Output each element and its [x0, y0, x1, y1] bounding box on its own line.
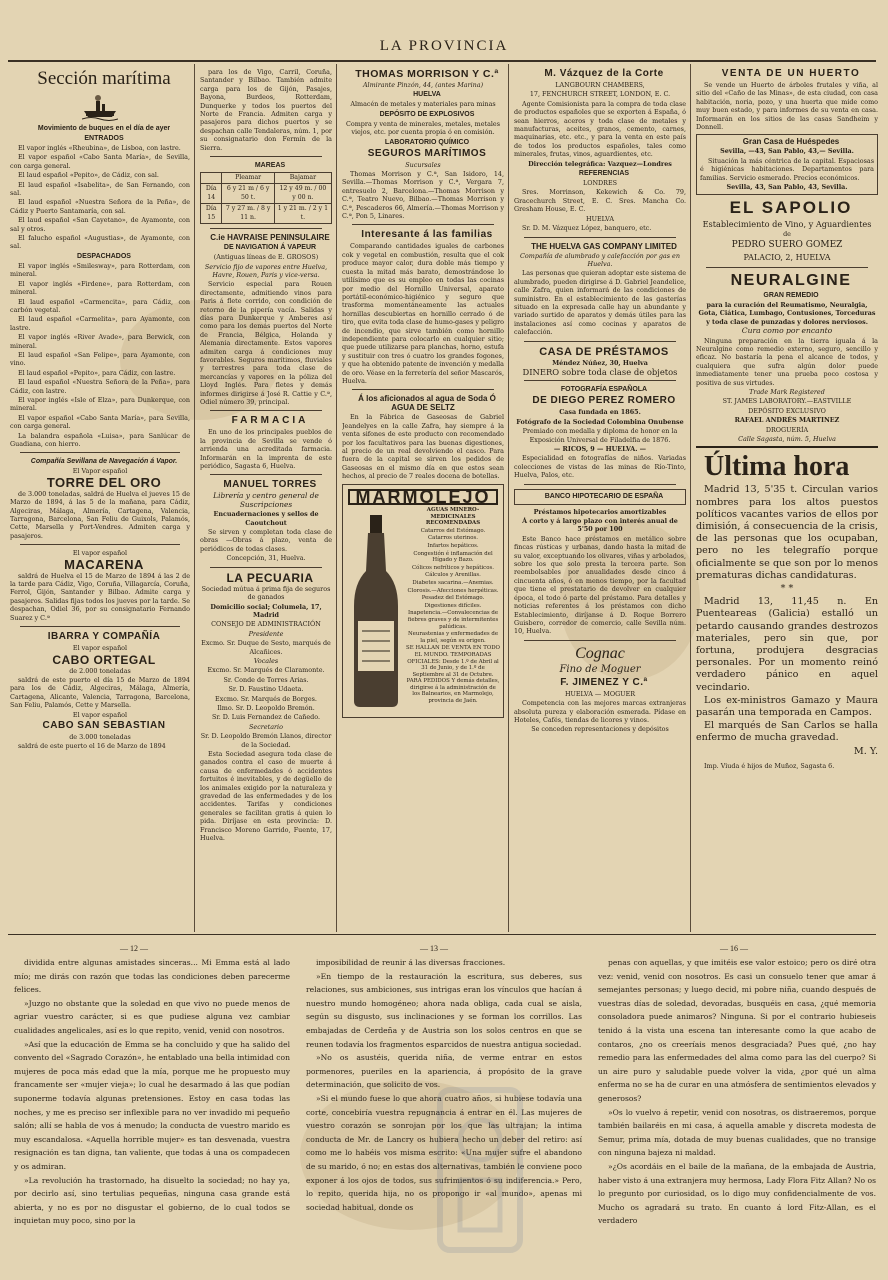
ad-subtitle: (Antiguas líneas de E. GROSOS) — [213, 253, 319, 262]
folletin-paragraph: »¿Os acordáis en el baile de la mañana, de la embajada de Austria, haber visto á una extranjera muy hermosa, Lady Flora Fitz Allan? No os lo pregunto por curiosidad, os lo digo muy confidencialmente de vos. Mucho os agradará su trato. En cuanto á lord Fitz-Allan, es el verdadero — [598, 1161, 876, 1226]
list-item: El laud español «Carmencita», para Cádiz, con carbón vegetal. — [10, 297, 190, 314]
list-item: Sr. D. Luis Fernandez de Cañedo. — [211, 713, 321, 722]
page-number: — 13 — — [420, 944, 448, 953]
divider — [352, 389, 494, 390]
column-commerce-ads — [514, 68, 686, 928]
ad-subtitle: Establecimiento de Vino, y Aguardientes — [702, 219, 872, 230]
ad-subtitle: PEDRO SUERO GOMEZ — [731, 239, 843, 250]
ship-name: TORRE DEL ORO — [46, 474, 162, 490]
huespedes-box — [696, 134, 878, 195]
mareas-title: MAREAS — [254, 162, 286, 170]
list-item: El vapor español «Cabo Santa María», de Sevilla, con carga general. — [10, 153, 190, 170]
list-item: Infartos hepáticos. — [427, 543, 479, 549]
masthead: LA PROVINCIA — [379, 38, 509, 54]
list-item: El laud español «Pepito», de Cádiz, con sal. — [18, 171, 159, 180]
mareas-table — [200, 172, 332, 224]
ship-intro: El vapor español — [72, 549, 128, 558]
ad-text: Esta Sociedad asegura toda clase de ganados contra el caso de muerte á causa de enfermedades ó accidentes fortuitos é inevitables, y de degüello de los animales exigido por la naturaleza y gravedad de las enfermedades y de los accidentes. Tarifas y condiciones generales se facilitan gratis á quien lo pida. Diríjase en esta provincia: D. Francisco Moreno Garrido, Fuente, 17, Huelva. — [200, 750, 332, 843]
column-divider — [508, 64, 509, 932]
page-number: — 16 — — [720, 944, 748, 953]
ad-address: Sevilla, 43, San Pablo, 43, Sevilla. — [726, 183, 848, 192]
ad-address: Méndez Núñez, 30, Huelva — [552, 358, 648, 367]
divider — [20, 626, 180, 627]
ad-subtitle: CONSEJO DE ADMINISTRACIÓN — [211, 620, 321, 629]
ad-text: Este Banco hace préstamos en metálico sobre fincas rústicas y urbanas, dando hasta la mitad de su valor, exceptuando los olivares, viñas y arbolados, sobre los que solo presta la tercera parte. Son reembolsables por anualidades desde cinco á cincuenta años, ó en menos tiempo, por la facultad que tiene el prestatario de devolver en cualquier época, el todo ó parte del préstamo. Para detalles y noticias referentes á los préstamos con dicho Establecimiento, diríjanse á D. Roque Borrero Guisbero, corredor de comercio, calle Sevilla núm. 10, Huelva. — [514, 534, 686, 636]
table-cell: 7 y 27 m. / 8 y 11 n. — [222, 204, 274, 224]
ad-text: Las personas que quieran adoptar este sistema de alumbrado, pueden dirigirse á D. Gabriel Jeandelice, calle Zafra, quien informará de las condiciones de suministro. En el establecimiento de las gasterías situado en la expresada calle hay un abundante y variado surtido de aparatos y demás útiles para las instalaciones así como cocinas y aparatos de calefacción. — [514, 269, 686, 337]
column-divider — [690, 64, 691, 932]
divider — [352, 224, 494, 225]
table-cell: Bajamar — [274, 173, 331, 184]
ad-subtitle: Domicilio social; Columela, 17, Madrid — [210, 602, 322, 619]
news-paragraph: Madrid 13, 11,45 n. En Puenteareas (Galicia) estalló un petardo causando grandes destrozos materiales, pero sin que, por fortuna, produjera desgracias personales. Por un momento reinó verdadero pánico en aquel vecindario. — [696, 596, 878, 693]
ship-name: CABO ORTEGAL — [52, 652, 156, 667]
separator-stars: * * — [780, 583, 794, 594]
ad-subtitle: Vocales — [253, 656, 279, 665]
ad-title: MARMOLEJO — [348, 489, 498, 505]
ad-text: para la curación del Reumatismo, Neuralgia, Gota, Ciática, Lumbago, Contusiones, Torceduras y toda clase de punzadas y dolores nerviosos. — [698, 300, 876, 326]
list-item: El laud español «Nuestra Señora de la Peña», de Cádiz y Puerto Santamaría, con sal. — [10, 198, 190, 215]
ad-text: Thomas Morrison y C.ª, San Isidoro, 14, Sevilla.—Thomas Morrison y C.ª, Vergara 7, entresuelo 2, Barcelona.—Thomas Morrison y C.ª, Teatro Nuevo, Bilbao.—Thomas Morrison y C.ª, Pescaderos 66, Almería.—Thomas Morrison y C.ª, Pon 5, Linares. — [342, 170, 504, 221]
list-item: Catarros del Estómago. — [420, 527, 486, 534]
ad-text: Excmo. Sr. Duque de Sesto, marqués de Alcañices. — [201, 639, 331, 656]
ad-text: Comparando cantidades iguales de carbones cok y vegetal en combustión, resulta que el cok produce mayor calor, dura doble más tiempo y cuesta la mitad más barato, demostrándose lo utilísimo que es su empleo en todas las cocinas por medio del Hornillo Universal, aparato portátil-económico-higiénico y seguro que trasforma momentáneamente las actuales hornillas descubiertas en hornillo cerrado ó de tiro, que evita toda clase de humo-gases y peligro de incendio, que sirve también como hornillo independiente para colocarlo en cualquier sitio; que puede utilizarse para planchas, horno, estufa y sustituir con tres ó cuatro los grandes fogones, y que ha obtenido patente de invención y medalla de oro. Véase en la ferretería del señor Mascarós, Huelva. — [342, 242, 504, 385]
ad-subtitle: DEPÓSITO EXCLUSIVO — [748, 406, 826, 415]
ad-text: SE HALLAN DE VENTA EN TODO EL MUNDO. TEMPORADAS OFICIALES: Desde 1.º de Abril al 31 de Junio, y de 1.º de Septiembre al 31 de Octubre. PARA PEDIDOS Y demás detalles, dirigirse á la administración de los Balnearios, en Marmolejo, provincia de Jaén. — [406, 645, 500, 705]
table-cell: 12 y 49 m. / 00 y 00 n. — [274, 184, 331, 204]
folletin-paragraph: »Si el mundo fuese lo que ahora cuatro años, si hubiese todavía una corte, concebiría vuestra repugnancia á entrar en él. Las mujeres de vuestro corazón se sonrojan por los que las ultrajan; la intima conducta de Mr. de Lancry os hubiera hecho un deber del retiro: así como me lo habéis vos misma escrito: «Una mujer sufre el abandono de su marido, ó no; en estas dos alternativas, también le conviene poco exponer á los ojos de todos, sus sufrimientos ó su indiferencia.» Pero, lo repito, querida hija, no os propongo ir «al mundo», apenas mi sociedad habitual, donde os — [306, 1093, 582, 1212]
list-item: El falucho español «Augustias», de Ayamonte, con sal. — [10, 234, 190, 251]
library-watermark-icon — [420, 1070, 540, 1270]
ship-notice: para los de Vigo, Carril, Coruña, Santander y Bilbao. También admite carga para los de Gijón, Pasajes, Bayona, Burdeos, Rotterdam, Dunquerke y todos los puertos del Norte de Francia. Admiten carga y pasajeros para dichos puertos y se despachan calle Tendaleras, núm. 1, por su consignatario don Fermín de la Sierra. — [200, 68, 332, 152]
table-cell: 1 y 21 m. / 2 y 1 t. — [274, 204, 331, 224]
ad-subtitle: Fino de Moguer — [559, 663, 641, 675]
ad-subtitle: ST. JAMES LABORATORY.—EASTVILLE — [722, 397, 852, 406]
ad-subtitle: Dirección telegráfica: Vazquez—Londres — [528, 159, 672, 168]
ad-title: SEGUROS MARÍTIMOS — [367, 147, 487, 159]
divider — [524, 341, 676, 342]
ad-text: DINERO sobre toda clase de objetos — [522, 366, 678, 377]
ad-subtitle: DE NAVIGATION Á VAPEUR — [223, 244, 317, 252]
list-item: Cólicos nefríticos y hepáticos. — [412, 564, 494, 571]
divider — [524, 237, 676, 238]
ad-text: Servicio especial para Rouen directamente, admitiendo vinos para Paris á flete corrido, con condición de retorno de la pipería vacía. Salidas y días para Dunkerque y Amberes así como para los demás puertos del Norte de Francia, Bélgica, Holanda y Alemania directamente. Estos vapores admiten carga á condiciones muy favorables. Seguros marítimos, fluviales y terrestres para toda clase de mercancías y vapores en la póliza del Lloyd Inglés. Para fletes y demás informes dirigirse á José R. Cattie y C.ª, Odiel número 39, principal. — [200, 280, 332, 406]
divider — [20, 452, 180, 453]
ship-intro: El Vapor español — [72, 467, 128, 476]
folletin-paragraph: »Os lo vuelvo á repetir, venid con nosotras, os distraeremos, porque también bailaréis en mi casa, á aquella amable y discreta modesta de Semur, prima mía, dotada de muy buenas cualidades, que no transige con ninguna bajeza ni maldad. — [598, 1107, 876, 1158]
list-item: Sr. D. Faustino Udaeta. — [228, 685, 304, 694]
list-item: Diabetes sacarina.—Anemias. — [412, 579, 494, 586]
ship-notice: saldrá de este puerto el día 15 de Marzo de 1894 para los de Cádiz, Algeciras, Málaga, Almería, Cartagena, Alicante, Valencia, Tarragona, Barcelona, San Feliu, Palamós, Cette y Marsella. — [10, 675, 190, 710]
ad-subtitle: Préstamos hipotecarios amortizables — [533, 507, 667, 516]
list-item: Digestiones difíciles. — [424, 602, 482, 609]
ad-text: Sr. D. Leopoldo Bremón Llanos, director de la Sociedad. — [200, 732, 332, 749]
ad-subtitle: Sociedad mútua á prima fija de seguros de ganados — [201, 584, 331, 602]
ad-subtitle: Encuadernaciones y sellos de Caoutchout — [213, 510, 319, 527]
list-item: El laud español «San Cayetano», de Ayamonte, con sal y otros. — [10, 216, 190, 233]
table-cell: Pleamar — [222, 173, 274, 184]
ad-title: BANCO HIPOTECARIO DE ESPAÑA — [544, 492, 664, 500]
ad-title: VENTA DE UN HUERTO — [721, 68, 861, 79]
ad-subtitle: Librería y centro general de Suscripciones — [213, 491, 319, 509]
list-item: Excmo. Sr. Marqués de Borges. — [215, 694, 317, 703]
folletin-rule — [8, 934, 876, 935]
column-divider — [336, 64, 337, 932]
ad-city: HUELVA — MOGUER — [564, 689, 636, 698]
ad-text: En uno de los principales pueblos de la provincia de Sevilla se vende ó arrienda una acreditada farmacia. Informarán en la imprenta de este periódico, Sagasta 6, Huelva. — [200, 428, 332, 471]
ad-subtitle: Servicio fijo de vapores entre Huelva, Havre, Rouen, Paris y vice-versa. — [204, 262, 328, 279]
column-navigation-ads — [200, 68, 332, 928]
folletin-paragraph: »En tiempo de la restauración la escritura, sus deberes, sus relaciones, sus ambiciones, sus intrigas eran los vínculos que hacían á nuestro mundo homogéneo; ahora nada obliga, cada cual se aisla, según su disgusto, sus inclinaciones y se forman los corrillos. Las embajadas de Cerdeña y de Austria son los solos centros en que se reunen todavía los fragmentos esparcidos de nuestra antigua sociedad. — [306, 971, 582, 1049]
list-item: El laud español «San Felipe», para Ayamonte, con vino. — [10, 350, 190, 368]
folletin-paragraph: »Así que la educación de Emma se ha concluido y que ha salido del convento del «Sagrado Corazón», he entablado una bella intimidad con mujeres de poca más edad que la mía, porque me he propuesto muy francamente ser «mujer vieja»; lo cual he desarmado á las que podían suponerme todavía algunas pretensiones. Estoy en casa todas las noches, y me es preciso ser inflexible para no ver invadido mi pequeño salón; allí se habla de vos á menudo; la conducta de vuestro marido es muy escandalosa. «Aquella horrible mujer» es tan desvenada, vuestra resignación es tan digna, tan valiente, que todas á una os compadecen y os admiran. — [14, 1039, 290, 1171]
ad-text: Competencia con las mejores marcas extranjeras absoluta pureza y elaboración esmerada. Pídase en Hoteles, Cafés, tiendas de licores y vinos. — [514, 699, 686, 724]
section-subtitle: Movimiento de buques en el día de ayer — [37, 125, 171, 132]
folletin-paragraph: imposibilidad de reunir á las diversas fracciones. — [316, 958, 506, 967]
ad-city: HUELVA — [413, 91, 441, 99]
ad-text: Compra y venta de minerales, metales, metales viejos, etc. por cuenta propia ó en comisión. — [346, 119, 500, 137]
divider — [20, 544, 180, 545]
signature: M. Y. — [853, 745, 878, 757]
list-item: El vapor inglés «Firdene», para Rotterdam, con mineral. — [10, 279, 190, 297]
ad-address: 17, FENCHURCH STREET, LONDON, E. C. — [529, 90, 671, 99]
divider — [696, 446, 878, 448]
ship-name: CABO SAN SEBASTIAN — [42, 719, 166, 731]
ad-subtitle: RAFAEL ANDRÉS MARTINEZ — [734, 416, 840, 425]
section-title: Sección marítima — [37, 68, 171, 89]
ship-notice: saldrá de Huelva el 15 de Marzo de 1894 á las 2 de la tarde para Cádiz, Vigo, Coruña, Villagarcía, Coruña, Ferrol, Gijón, Santander y Bilbao. Admite carga y pasajeros. Salidas fijas todos los jueves por la tarde. Se despachan, Odiel 36, por su consignatario Fernando Suarez y C.ª — [10, 571, 190, 622]
company-name: IBARRA Y COMPAÑÍA — [47, 631, 161, 643]
ad-subtitle: Fotógrafo de la Sociedad Colombina Onubense — [516, 417, 684, 426]
ad-text: Se conceden representaciones y depósitos — [531, 725, 669, 734]
ad-text: Sres. Morrinson, Kekewich & Co. 79, Gracechurch Street, E. C. Sres. Mancha Co. Gresham House, E. C. — [514, 188, 686, 214]
ad-title: EL SAPOLIO — [729, 198, 853, 218]
list-item: El vapor inglés «Isle of Elza», para Dunkerque, con mineral. — [10, 395, 190, 413]
section-title: Última hora — [704, 451, 850, 483]
ad-address: Sevilla, —43, San Pablo, 43,— Sevilla. — [720, 147, 854, 156]
divider — [210, 228, 322, 229]
ad-title: THOMAS MORRISON Y C.ª — [355, 68, 499, 80]
ad-title: THE HUELVA GAS COMPANY LIMITED — [531, 241, 677, 251]
ad-text: Premiado con medalla y diploma de honor en la Exposición Universal de Filadelfia de 1876. — [522, 427, 678, 444]
folletin-column-right — [598, 956, 876, 1276]
ad-title: Interesante á las familias — [361, 229, 493, 241]
folletin-paragraph: penas con aquellas, y que imitéis ese valor estoico; pero os diré otra vez: venid, venid con nosotros. Es casi un consuelo tener que amar á semejantes personas; y luego decid, mi pobre niña, cuando después de vuestras días de soledad, devoradas, busquéis en casa, ¿qué memoria consoladora puede animaros? Ninguna. Si por el contrario hubieseis tenido á la vista una escena tan interesante como la que acabo de contaros, ¿no os creeríais menos desgraciada? Pues qué, ¿no hay remedio para las enfermedades del alma como para las del cuerpo? Si un aire puro y saludable puede volver la vida, ¿por qué un alma enferma no se ha de curar en una atmósfera de sentimientos elevados y generosos? — [598, 958, 876, 1103]
ad-subtitle: DROGUERÍA — [765, 425, 809, 434]
news-paragraph: Los ex-ministros Gamazo y Maura pasarán una temporada en Campos. — [696, 694, 878, 719]
bottle-icon — [346, 511, 406, 711]
marmolejo-ad — [342, 484, 504, 718]
divider — [524, 380, 676, 381]
banco-box — [514, 489, 686, 505]
ad-address: Calle Sagasta, núm. 5, Huelva — [738, 434, 836, 443]
ad-text: Ninguna preparación en la tierra iguala á la Neuralgine como remedio externo, seguro, sencillo y eficaz. No bastaría la pena el alcance de todos, y cualquiera que sufra algún dolor puede inmediatamente tener una prueba poco costosa y positiva de sus virtudes. — [696, 336, 878, 387]
ad-title: MANUEL TORRES — [223, 479, 317, 491]
ad-text: En la Fábrica de Gaseosas de Gabriel Jeandelyes en la calle Zafra, hay siempre á la venta sifones de este producto con recomendado por los facultativos para las buenas digestiones, al precio de un real devolviendo el casco. Para fuera de la capital se sirven los pedidos de Gaseosas en el mismo día en que estos sean hechos, al precio de 7 reales docena de botellas. — [342, 413, 504, 481]
ad-city: LONDRES — [582, 179, 618, 188]
list-item: Sr. Conde de Torres Arias. — [223, 675, 309, 684]
ad-subtitle: F. JIMENEZ Y C.ª — [560, 676, 648, 688]
ad-subtitle: AGUAS MINERO-MEDICINALES RECOMENDADAS — [425, 507, 481, 527]
ad-title: FOTOGRAFÍA ESPAÑOLA — [560, 386, 648, 394]
top-rule — [8, 60, 876, 62]
company-name: Compañía Sevillana de Navegación á Vapor. — [30, 458, 178, 466]
ad-address: — RICOS, 9 — HUELVA. — — [553, 445, 647, 453]
ad-subtitle: Secretario — [249, 722, 283, 731]
ship-notice: de 3.000 toneladas, saldrá de Huelva el jueves 15 de Marzo de 1894, á las 5 de la mañana, para Cádiz, Algeciras, Málaga, Almería, Cartagena, Valencia, Tarragona, Barcelona, San Feliu de Guixols, Palamós, Cette, Marsella y Port-Vendres. Admiten carga y pasajeros. — [10, 489, 190, 540]
table-row — [201, 184, 332, 204]
ad-title: NEURALGINE — [730, 271, 852, 289]
list-item: Clorosis.—Afecciones herpéticas. — [407, 587, 499, 594]
folletin-paragraph: dividida entre algunas amistades sinceras... Mi Emma está al lado mío; me dirás con razón que todas las condiciones deben parecerme felices. — [14, 958, 290, 995]
ship-intro: El vapor español — [72, 710, 128, 719]
column-seccion-maritima — [10, 68, 190, 928]
list-item: El vapor inglés «River Avade», para Berwick, con mineral. — [10, 333, 190, 350]
table-cell: 6 y 21 m / 6 y 50 t. — [222, 184, 274, 204]
ad-title: LA PECUARIA — [226, 570, 314, 585]
ad-text: Almacén de metales y materiales para minas — [350, 100, 496, 109]
ad-title: Cognac — [575, 644, 625, 662]
steamship-icon — [82, 93, 118, 121]
folletin-paragraph: »Juzgo no obstante que la soledad en que vivo no puede menos de agriar vuestro carácter, si es que pudiese alguna vez cambiar cualidades angelicales, así es lo que repito, venid, venid con nosotros. — [14, 998, 290, 1035]
ad-subtitle: LANGBOURN CHAMBERS, — [555, 81, 645, 89]
table-cell: Día 14 — [201, 184, 222, 204]
ad-subtitle: Trade Mark Registered — [749, 387, 825, 396]
column-divider — [194, 64, 195, 932]
ship-tonnage: de 3.000 toneladas — [69, 732, 131, 741]
ad-subtitle: Compañía de alumbrado y calefacción por gas en Huelva. — [520, 251, 680, 268]
ad-address: Concepción, 31, Huelva. — [226, 554, 306, 563]
ad-title: Gran Casa de Huéspedes — [742, 137, 840, 147]
ad-title: M. Vázquez de la Corte — [544, 68, 664, 79]
ship-intro: El vapor español — [72, 644, 128, 653]
column-morrison-ads — [342, 68, 504, 928]
list-item: Pesadez del Estómago. — [421, 595, 485, 602]
ship-tonnage: de 2.000 toneladas — [69, 666, 131, 675]
list-item: Inapetencia.—Convalecencias de fiebres graves y de intermitentes palúdicas. — [407, 610, 499, 630]
despachados-label: DESPACHADOS — [77, 252, 131, 260]
list-item: Excmo. Sr. Marqués de Claramonte. — [207, 666, 325, 675]
ad-subtitle: GRAN REMEDIO — [763, 291, 819, 299]
ad-text: Situación la más céntrica de la capital. Espaciosas é higiénicas habitaciones. Departamentos para familias. Servicio esmerado. Precios económicos. — [700, 156, 874, 182]
ad-address: PALACIO, 2, HUELVA — [743, 252, 831, 262]
ad-subtitle: REFERENCIAS — [578, 170, 630, 178]
ad-subtitle: Á corto y á largo plazo con interés anual de 5'50 por 100 — [522, 517, 678, 534]
list-item: El laud español «Pepito», para Cádiz, con lastre. — [18, 368, 176, 377]
ad-text: Se sirven y completan toda clase de obras —Obras á plazo, venta de periódicos de todas clases. — [200, 528, 332, 553]
folletin-column-left — [14, 956, 290, 1276]
ad-title: Á los aficionados al agua de Soda Ó AGUA DE SELTZ — [358, 394, 496, 413]
list-item: El laud español «Nuestra Señora de la Peña», para Cádiz, con lastre. — [10, 378, 190, 395]
divider — [210, 156, 322, 157]
page-number: — 12 — — [120, 944, 148, 953]
ad-text: Especialidad en fotografías de niños. Variadas colecciones de vistas de las minas de Río-Tinto, Huelva, Palos, etc. — [514, 454, 686, 480]
list-item: El vapor inglés «Smilesway», para Rotterdam, con mineral. — [10, 261, 190, 279]
ad-subtitle: Almirante Pinzón, 44, (antes Marina) — [362, 81, 484, 89]
ad-subtitle: DE DIEGO PEREZ ROMERO — [532, 395, 676, 407]
ad-subtitle: DEPÓSITO DE EXPLOSIVOS — [379, 110, 475, 118]
folletin-paragraph: »No os asustéis, querida niña, de verme entrar en estos pormenores, pueriles en la apariencia, á propósito de la grave determinación, que solicito de vos. — [306, 1053, 582, 1090]
ship-name: MACARENA — [64, 556, 144, 572]
divider — [210, 474, 322, 475]
ad-subtitle: Cura como por encanto — [741, 326, 833, 336]
list-item: El laud español «Carmelita», para Ayamonte, con lastre. — [10, 315, 190, 332]
news-paragraph: Madrid 13, 5'35 t. Circulan varios nombres para los altos puestos políticos vacantes varios de ellos por dimisión, á consecuencia de la crisis, de las personas que los ocupaban, pero no les telegrafío porque oficialmente se que son por lo menos prematuras dichas candidaturas. — [696, 484, 878, 581]
ad-subtitle: Casa fundada en 1865. — [559, 408, 641, 417]
ad-title: CASA DE PRÉSTAMOS — [539, 345, 669, 358]
ad-title: C.ie HAVRAISE PENINSULAIRE — [210, 233, 330, 243]
list-item: Ilmo. Sr. D. Leopoldo Bremón. — [217, 703, 315, 712]
ad-subtitle: LABORATORIO QUÍMICO — [384, 138, 470, 146]
list-item: La balandra española «Luisa», para Sanlúcar de Guadiana, con hierro. — [10, 431, 190, 448]
table-row — [201, 204, 332, 224]
list-item: Cálculos y Arenillas. — [425, 572, 481, 579]
ad-subtitle: de — [783, 230, 791, 239]
printer-credit: Imp. Viuda é hijos de Muñoz, Sagasta 6. — [704, 761, 835, 770]
ad-text: Sr. D. M. Vázquez López, banquero, etc. — [522, 224, 652, 233]
divider — [210, 410, 322, 411]
divider — [210, 567, 322, 568]
table-cell — [201, 173, 222, 184]
list-item: El vapor inglés «Rheubina», de Lisboa, con lastre. — [18, 144, 181, 152]
ad-text: Agente Comisionista para la compra de toda clase de productos españoles que se exporten á España, ó sean hierros, aceros y toda clase de metales y manufacturas, aceites, granos, cemento, carnes, maquinarias, etc. etc., y para la venta en este país de todos los productos españoles, tales como minerales, frutas, vinos, aguardientes, etc. — [514, 99, 686, 159]
ship-notice: saldrá de este puerto el 16 de Marzo de 1894 — [18, 742, 166, 751]
ad-subtitle: Sucursales — [405, 160, 441, 169]
list-item: Congestión é inflamación del Hígado y Bazo. — [413, 550, 493, 564]
table-row — [201, 173, 332, 184]
entrados-label: ENTRADOS — [84, 135, 124, 142]
divider — [706, 267, 868, 268]
table-cell: Día 15 — [201, 204, 222, 224]
ad-subtitle: Presidente — [248, 629, 284, 638]
list-item: El laud español «Isabelita», de San Fernando, con sal. — [10, 180, 190, 198]
list-item: El vapor español «Cabo Santa María», para Sevilla, con carga general. — [10, 413, 190, 431]
list-item: Neurastenias y enfermedades de la piel, según su origen. — [407, 631, 499, 644]
folletin-paragraph: »La revolución ha trastornado, ha disuelto la sociedad; no hay ya, por decirlo así, sino tertulias pequeñas, ninguna casa grande está abierta, y no es por no disgustar el gobierno, de lo cual todos se inquietan muy poco, sino por la — [14, 1175, 290, 1226]
divider — [524, 484, 676, 485]
news-paragraph: El marqués de San Carlos se halla enfermo de mucha gravedad. — [696, 720, 878, 744]
ad-city: HUELVA — [586, 214, 614, 223]
ad-title: FARMACIA — [231, 415, 309, 427]
list-item: Catarros uterinos. — [428, 535, 478, 542]
divider — [524, 640, 676, 641]
ad-text: Se vende un Huerto de árboles frutales y viña, al sitio del «Caño de las Minas», de esta ciudad, con casa habitación, noria, pozo, y una huerta que mide como muy buen estado, y para informes de su venta en casa. Informarán en los sitios de las casas Sandheim y Donnell. — [696, 81, 878, 132]
column-ultima-hora — [696, 68, 878, 928]
